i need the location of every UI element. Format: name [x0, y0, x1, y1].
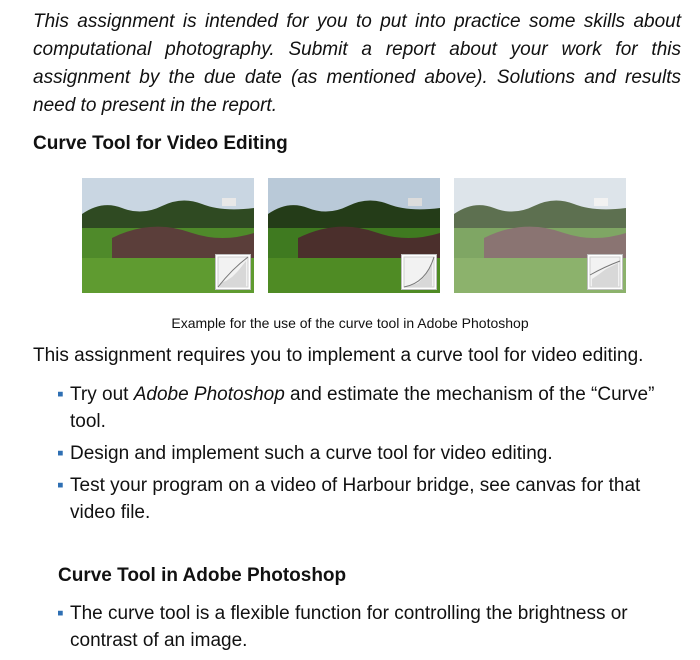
task-paragraph: This assignment requires you to implement a curve tool for video editing. — [33, 345, 644, 366]
list-item-emphasis: Adobe Photoshop — [133, 384, 285, 405]
bullet-icon: ▪ — [57, 443, 64, 464]
bullet-icon: ▪ — [57, 384, 64, 405]
list-item-text-before: Try out — [70, 384, 134, 405]
example-figure — [82, 178, 626, 293]
curve-thumbnail — [587, 254, 623, 290]
list-item-text-after: and estimate the mechanism of the “Curve” tool. — [70, 384, 655, 432]
list-item — [55, 472, 675, 526]
landscape-photo-original — [82, 178, 254, 293]
detail-list — [55, 600, 675, 659]
section-heading-curve-tool: Curve Tool for Video Editing — [33, 133, 288, 154]
list-item-text: Test your program on a video of Harbour bridge, see canvas for that video file. — [70, 475, 641, 523]
curve-graph-icon — [216, 255, 250, 289]
list-item — [55, 600, 675, 654]
curve-thumbnail — [401, 254, 437, 290]
bullet-icon: ▪ — [57, 603, 64, 624]
task-list — [55, 381, 675, 531]
list-item-text: Design and implement such a curve tool for video editing. — [70, 443, 553, 464]
curve-graph-icon — [588, 255, 622, 289]
curve-graph-icon — [402, 255, 436, 289]
landscape-photo-darker — [268, 178, 440, 293]
figure-caption: Example for the use of the curve tool in Adobe Photoshop — [171, 315, 529, 331]
section-heading-photoshop: Curve Tool in Adobe Photoshop — [58, 565, 347, 586]
list-item — [55, 440, 675, 467]
landscape-photo-washed-out — [454, 178, 626, 293]
list-item — [55, 381, 675, 435]
list-item-text: The curve tool is a flexible function for controlling the brightness or contrast of an image. — [70, 603, 628, 651]
intro-paragraph: This assignment is intended for you to put into practice some skills about computational photography. Submit a report about your work for this assignment by the due date (as mentioned above). Solutions and results need to present in the report. — [33, 11, 681, 116]
curve-thumbnail — [215, 254, 251, 290]
bullet-icon: ▪ — [57, 475, 64, 496]
